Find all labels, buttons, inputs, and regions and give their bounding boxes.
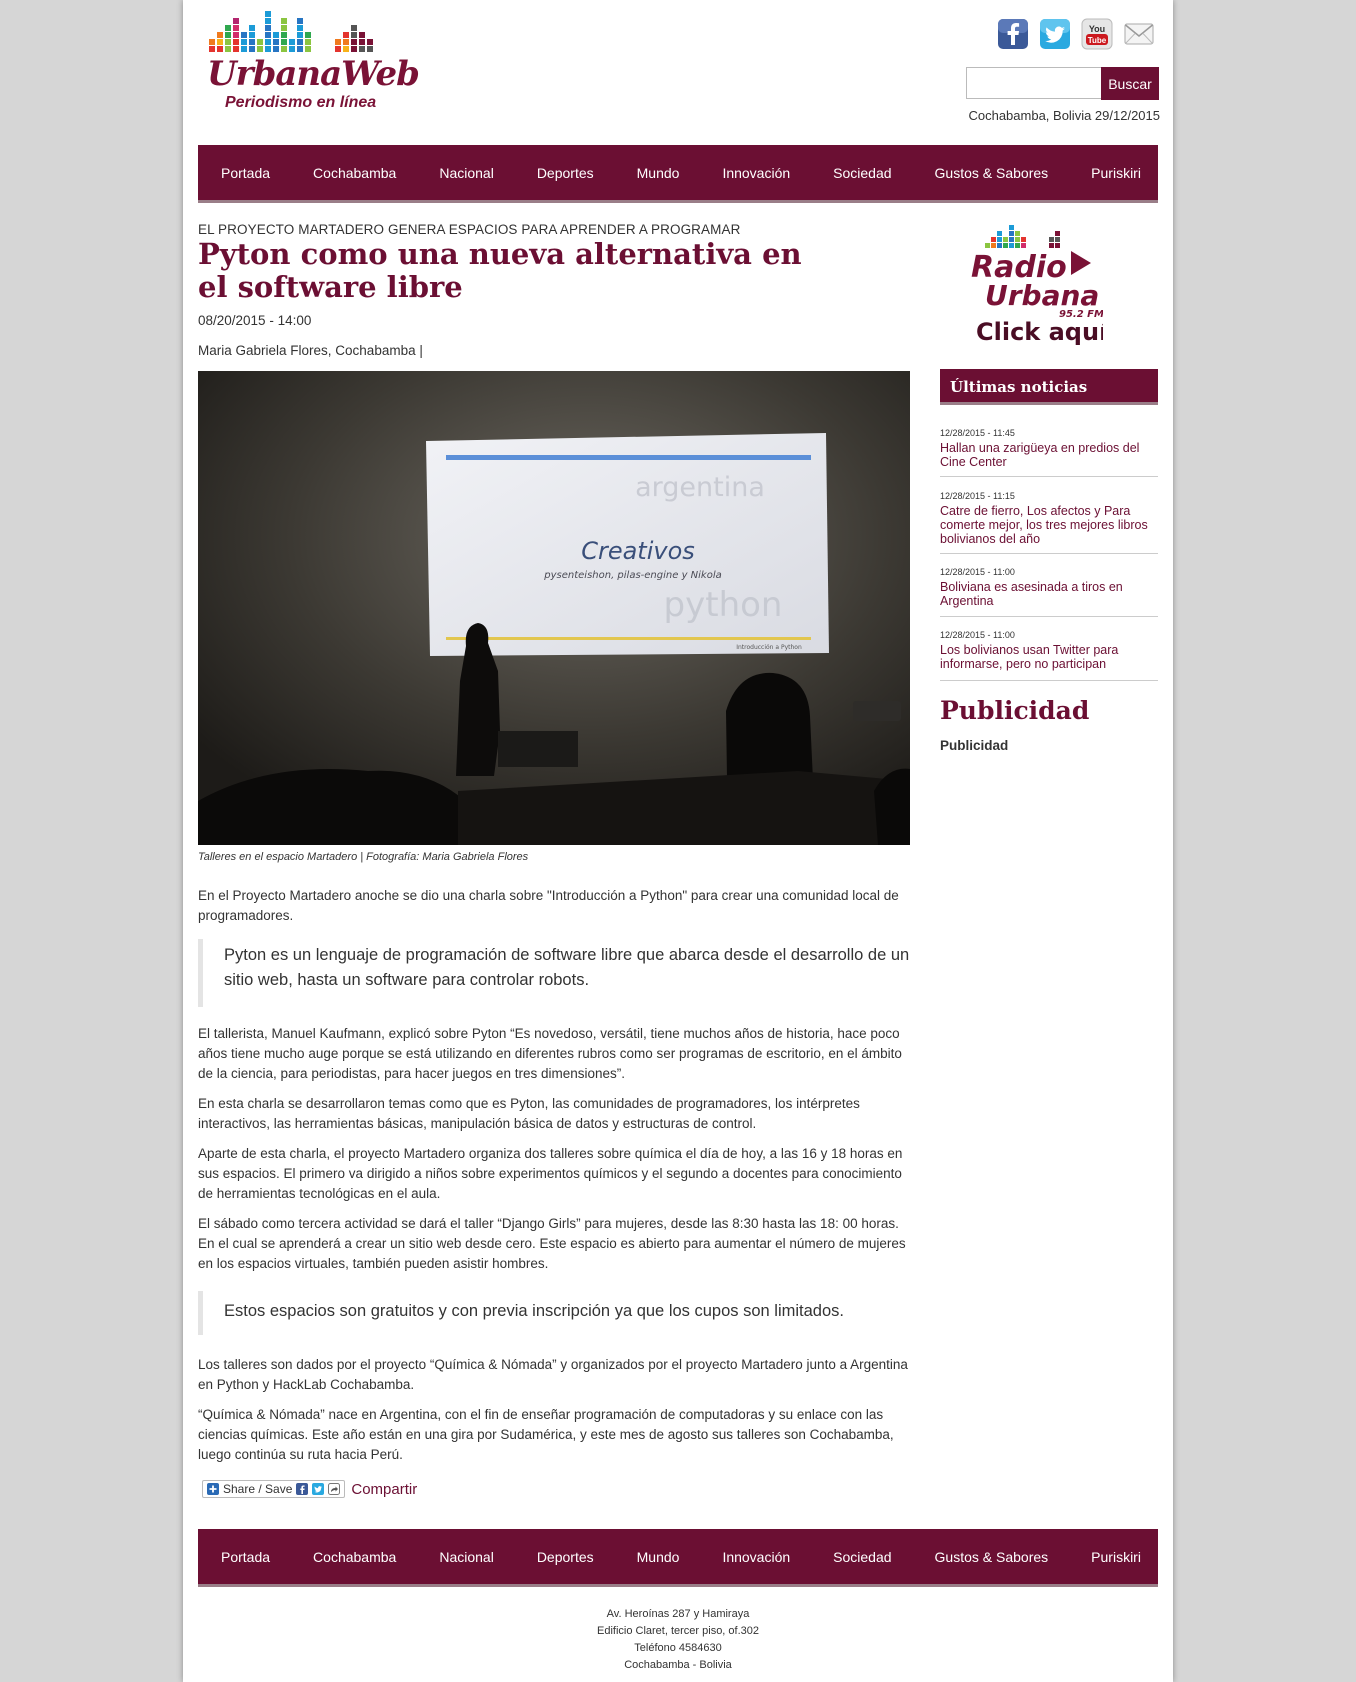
photo-caption: Talleres en el espacio Martadero | Fotografía: Maria Gabriela Flores: [198, 851, 529, 863]
footer-nav-item-cochabamba[interactable]: Cochabamba: [313, 1548, 397, 1565]
ads-heading: Publicidad: [940, 696, 1090, 725]
search-button[interactable]: Buscar: [1101, 67, 1159, 100]
footer-nav-item-innovacion[interactable]: Innovación: [722, 1548, 791, 1565]
nav-item-puriskiri[interactable]: Puriskiri: [1091, 164, 1141, 181]
article-paragraph: Aparte de esta charla, el proyecto Martadero organiza dos talleres sobre química el día de hoy, a las 16 y 18 horas en sus espacios. El primero va dirigido a niños sobre experimentos químicos y el segundo a docentes para conocimiento de herramientas tecnológicas en el aula.: [198, 1146, 903, 1201]
article-title: Pyton como una nueva alternativa en el software libre: [198, 237, 802, 304]
dateline: Cochabamba, Bolivia 29/12/2015: [968, 108, 1160, 123]
news-title-link[interactable]: Catre de fierro, Los afectos y Para comerte mejor, los tres mejores libros bolivianos del año: [940, 504, 1148, 546]
slide-subheading: pysenteishon, pilas-engine y Nikola: [544, 570, 722, 581]
footer-nav-item-puriskiri[interactable]: Puriskiri: [1091, 1548, 1141, 1565]
article-paragraph: “Química & Nómada” nace en Argentina, con el fin de enseñar programación de computadoras y su enlace con las ciencias químicas. Este año están en una gira por Sudamérica, y este mes de agosto sus talleres son Cochabamba, luego continúa su ruta hacia Perú.: [198, 1407, 894, 1462]
radio-urbana-banner[interactable]: [963, 223, 1103, 348]
nav-item-deportes[interactable]: Deportes: [536, 164, 594, 181]
footer-nav-item-gustos-sabores[interactable]: Gustos & Sabores: [934, 1548, 1049, 1565]
news-title-link[interactable]: Los bolivianos usan Twitter para informarse, pero no participan: [940, 643, 1119, 671]
article-author: Maria Gabriela Flores, Cochabamba |: [198, 343, 423, 358]
email-icon[interactable]: [1123, 18, 1155, 50]
address-line: Av. Heroínas 287 y Hamiraya: [606, 1608, 750, 1620]
article-blockquote: Estos espacios son gratuitos y con previa inscripción ya que los cupos son limitados.: [198, 1291, 910, 1335]
search-input[interactable]: [966, 67, 1102, 99]
news-date: 12/28/2015 - 11:00: [940, 567, 1015, 577]
site-logo[interactable]: [203, 6, 419, 116]
address-line: Edificio Claret, tercer piso, of.302: [596, 1625, 760, 1637]
share-arrow-icon: [328, 1483, 340, 1495]
article-paragraph: En el Proyecto Martadero anoche se dio una charla sobre "Introducción a Python" para crear una comunidad local de programadores.: [198, 888, 899, 923]
news-item: [940, 567, 1158, 617]
nav-item-innovacion[interactable]: Innovación: [722, 164, 791, 181]
news-date: 12/28/2015 - 11:15: [940, 491, 1015, 501]
article-kicker: EL PROYECTO MARTADERO GENERA ESPACIOS PARA APRENDER A PROGRAMAR: [198, 222, 741, 237]
share-bar: [202, 1480, 417, 1498]
radio-line-1: Radio: [971, 250, 1067, 285]
facebook-icon[interactable]: [997, 18, 1029, 50]
nav-item-portada[interactable]: Portada: [221, 164, 271, 181]
slide-watermark-text: argentina: [635, 472, 765, 503]
radio-cta: Click aquí: [976, 318, 1103, 346]
radio-banner-graphic: [963, 223, 1103, 348]
logo-tagline: Periodismo en línea: [225, 94, 377, 111]
article-date: 08/20/2015 - 14:00: [198, 313, 312, 328]
main-nav: [198, 145, 1158, 203]
twitter-icon[interactable]: [1039, 18, 1071, 50]
footer-nav-item-deportes[interactable]: Deportes: [536, 1548, 594, 1565]
share-save-button[interactable]: Share / Save: [202, 1480, 345, 1498]
news-title-link[interactable]: Hallan una zarigüeya en predios del Cine Center: [940, 441, 1140, 469]
news-title-link[interactable]: Boliviana es asesinada a tiros en Argentina: [940, 580, 1123, 608]
article-paragraph: En esta charla se desarrollaron temas como que es Pyton, las comunidades de programadores, los intérpretes interactivos, las herramientas básicas, manipulación básica de datos y estructuras de control.: [198, 1096, 860, 1131]
news-item: [940, 630, 1158, 681]
article-photo: [198, 371, 910, 845]
svg-text:Tube: Tube: [1087, 36, 1107, 45]
article-blockquote: Pyton es un lenguaje de programación de software libre que abarca desde el desarrollo de un sitio web, hasta un software para controlar robots.: [198, 939, 910, 1007]
youtube-icon[interactable]: [1081, 18, 1113, 50]
footer-address: [198, 1606, 1158, 1674]
news-item: [940, 428, 1158, 477]
nav-item-gustos-sabores[interactable]: Gustos & Sabores: [934, 164, 1049, 181]
radio-frequency: 95.2 FM: [1059, 309, 1103, 320]
city-line: Cochabamba - Bolivia: [624, 1659, 732, 1671]
logo-equalizer-graphic: [203, 6, 403, 58]
article-paragraph: Los talleres son dados por el proyecto “Química & Nómada” y organizados por el proyecto Martadero junto a Argentina en Python y HackLab Cochabamba.: [198, 1357, 908, 1392]
svg-text:You: You: [1088, 24, 1106, 34]
nav-item-sociedad[interactable]: Sociedad: [833, 164, 892, 181]
footer-nav-item-portada[interactable]: Portada: [221, 1548, 271, 1565]
nav-item-mundo[interactable]: Mundo: [636, 164, 680, 181]
footer-nav: [198, 1529, 1158, 1587]
nav-item-cochabamba[interactable]: Cochabamba: [313, 164, 397, 181]
ads-subheading: Publicidad: [940, 738, 1009, 753]
radio-line-2: Urbana: [985, 279, 1100, 312]
news-date: 12/28/2015 - 11:00: [940, 630, 1015, 640]
plus-icon: [207, 1483, 219, 1495]
slide-brand-text: python: [663, 585, 783, 625]
twitter-icon: [312, 1483, 324, 1495]
footer-nav-item-mundo[interactable]: Mundo: [636, 1548, 680, 1565]
article-paragraph: El tallerista, Manuel Kaufmann, explicó sobre Pyton “Es novedoso, versátil, tiene muchos años de historia, hace poco años tiene mucho auge porque se está utilizando en diferentes rubros como ser programas de escritorio, en el ámbito de la ciencia, para periodistas, para hacer juegos en tres dimensiones”.: [198, 1026, 902, 1081]
phone-line: Teléfono 4584630: [634, 1642, 722, 1654]
page: [183, 0, 1173, 1682]
footer-nav-item-sociedad[interactable]: Sociedad: [833, 1548, 892, 1565]
logo-wordmark: UrbanaWeb: [207, 54, 419, 94]
slide-heading: Creativos: [581, 537, 695, 565]
news-date: 12/28/2015 - 11:45: [940, 428, 1015, 438]
footer-nav-item-nacional[interactable]: Nacional: [439, 1548, 494, 1565]
article-paragraph: El sábado como tercera actividad se dará el taller “Django Girls” para mujeres, desde las 8:30 hasta las 18: 00 horas. En el cual se aprenderá a crear un sitio web desde cero. Este espacio es abierto para aumentar el número de mujeres en los espacios virtuales, también pueden asistir hombres.: [198, 1216, 906, 1271]
share-link[interactable]: Compartir: [351, 1480, 418, 1498]
latest-news-heading: Últimas noticias: [940, 369, 1158, 405]
news-item: [940, 491, 1158, 554]
photo-illustration: [198, 371, 910, 845]
nav-item-nacional[interactable]: Nacional: [439, 164, 494, 181]
slide-footer-text: Introducción a Python: [736, 644, 802, 651]
facebook-icon: [296, 1483, 308, 1495]
